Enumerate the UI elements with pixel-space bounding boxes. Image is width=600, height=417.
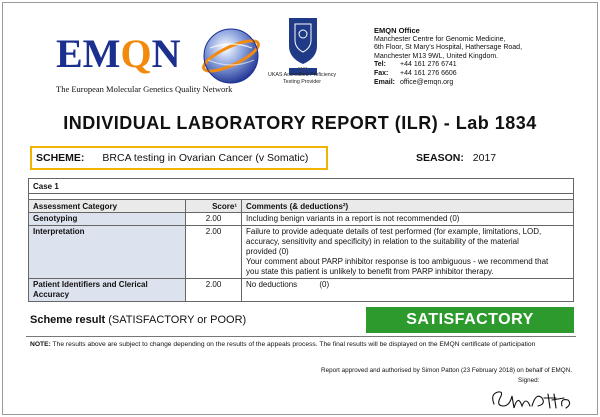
comment-line: Failure to provide adequate details of test performed (for example, limitations, LOD,	[246, 227, 542, 236]
comment-line: No deductions (0)	[246, 280, 330, 289]
fax-label: Fax:	[374, 69, 389, 77]
emqn-logo	[40, 14, 265, 102]
address-line: Manchester Centre for Genomic Medicine,	[374, 35, 506, 43]
table-header	[29, 200, 573, 213]
row-category: Genotyping	[29, 213, 185, 226]
logo-em: EM	[56, 31, 121, 76]
office-contact	[374, 27, 522, 87]
season-label: SEASON:	[416, 152, 464, 164]
email-row	[374, 79, 522, 88]
scheme-result-label	[30, 314, 246, 326]
divider	[26, 336, 576, 337]
scheme-box	[30, 146, 328, 170]
logo-wordmark	[56, 31, 181, 76]
comment-line: Including benign variants in a report is not recommended (0)	[246, 214, 460, 223]
logo-subtitle: The European Molecular Genetics Quality Network	[56, 84, 233, 94]
globe-icon	[200, 26, 262, 86]
logo-n: N	[151, 31, 181, 76]
comment-line: accuracy, sensitivity and specificity) in relation to the suitability of the material	[246, 237, 519, 246]
row-score: 2.00	[185, 279, 241, 301]
office-title: EMQN Office	[374, 26, 420, 35]
comment-line: Your comment about PARP inhibitor response is too ambiguous - we recommend that	[246, 257, 549, 266]
header-category: Assessment Category	[29, 200, 185, 213]
result-label-bold: Scheme result	[30, 314, 106, 326]
comment-line: provided (0)	[246, 247, 289, 256]
email-value[interactable]: office@emqn.org	[400, 78, 454, 86]
table-row	[29, 213, 573, 226]
scheme-result-badge: SATISFACTORY	[366, 307, 574, 333]
note-label: NOTE:	[30, 341, 51, 348]
case-label: Case 1	[29, 179, 573, 194]
tel-row	[374, 61, 522, 70]
row-comments	[241, 213, 573, 226]
header-comments: Comments (& deductions²)	[241, 200, 573, 213]
row-score: 2.00	[185, 226, 241, 279]
tel-label: Tel:	[374, 61, 386, 69]
ukas-caption: UKAS Accredited Proficiency Testing Provider	[268, 72, 337, 85]
tel-value: +44 161 276 6741	[400, 61, 457, 69]
scheme-label: SCHEME:	[36, 152, 85, 164]
assessment-table	[28, 178, 574, 302]
scheme-value: BRCA testing in Ovarian Cancer (v Somatic)	[102, 152, 309, 164]
row-category: Interpretation	[29, 226, 185, 279]
fax-row	[374, 70, 522, 79]
table-row	[29, 226, 573, 279]
note	[30, 340, 570, 349]
note-text: The results above are subject to change depending on the results of the appeals process. The final results will be displayed on the EMQN certificate of participation	[50, 341, 536, 348]
row-comments	[241, 279, 573, 301]
season	[416, 152, 496, 164]
report-title: INDIVIDUAL LABORATORY REPORT (ILR) - Lab 1834	[63, 113, 537, 133]
season-value: 2017	[472, 152, 497, 164]
logo-q: Q	[120, 31, 152, 76]
address-line: Manchester M13 9WL, United Kingdom.	[374, 52, 499, 60]
row-comments	[241, 226, 573, 279]
address-line: 6th Floor, St Mary's Hospital, Hathersage Road,	[374, 44, 523, 52]
signature	[488, 384, 574, 414]
result-label-rest: (SATISFACTORY or POOR)	[105, 314, 247, 326]
header-score: Score¹	[185, 200, 241, 213]
row-score: 2.00	[185, 213, 241, 226]
comment-line: you state this patient is unlikely to benefit from PARP inhibitor therapy.	[246, 267, 494, 276]
email-label: Email:	[374, 78, 396, 86]
row-category: Patient Identifiers and Clerical Accuracy	[29, 279, 185, 301]
fax-value: +44 161 276 6606	[400, 69, 457, 77]
signed-label: Signed:	[518, 377, 540, 384]
table-row	[29, 279, 573, 301]
ukas-number: 8181	[297, 66, 308, 71]
approval-text: Report approved and authorised by Simon Patton (23 February 2018) on behalf of EMQN.	[321, 367, 572, 374]
